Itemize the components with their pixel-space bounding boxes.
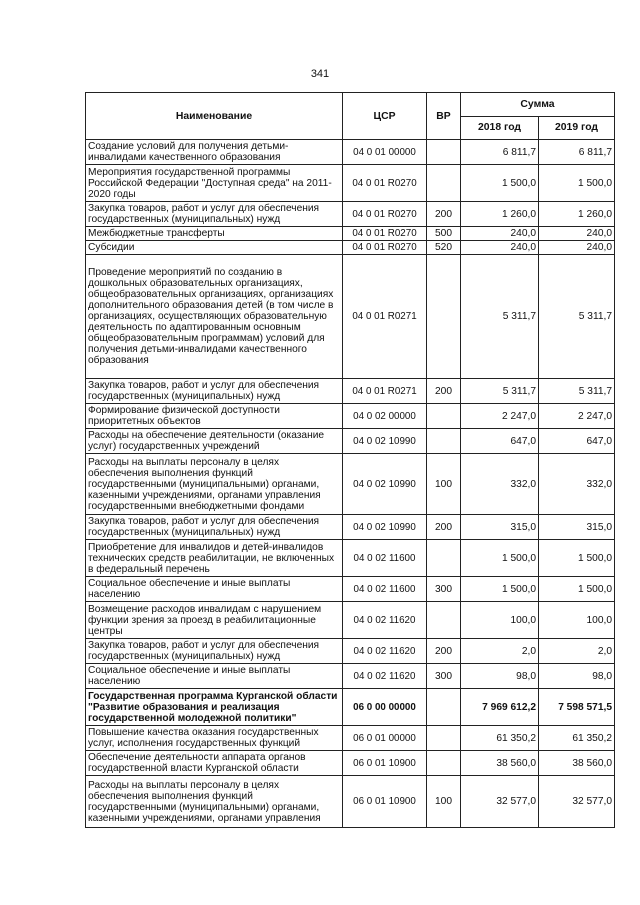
table-body xyxy=(86,140,615,828)
table-row xyxy=(86,165,615,202)
row-2018: 2,0 xyxy=(461,639,539,664)
table-row xyxy=(86,255,615,379)
row-vr: 520 xyxy=(427,241,461,255)
table-row xyxy=(86,404,615,429)
row-2019: 1 500,0 xyxy=(539,540,615,577)
row-csr: 04 0 02 10990 xyxy=(343,515,427,540)
row-vr xyxy=(427,255,461,379)
row-2019: 6 811,7 xyxy=(539,140,615,165)
row-2019: 38 560,0 xyxy=(539,751,615,776)
row-csr: 04 0 01 00000 xyxy=(343,140,427,165)
table-row xyxy=(86,227,615,241)
row-name: Социальное обеспечение и иные выплаты населению xyxy=(86,664,343,689)
header-sum: Сумма xyxy=(461,93,615,117)
row-2019: 332,0 xyxy=(539,454,615,515)
header-name: Наименование xyxy=(86,93,343,140)
row-name: Закупка товаров, работ и услуг для обеспечения государственных (муниципальных) нужд xyxy=(86,202,343,227)
row-vr: 100 xyxy=(427,454,461,515)
row-2018: 7 969 612,2 xyxy=(461,689,539,726)
row-2019: 5 311,7 xyxy=(539,255,615,379)
row-name: Формирование физической доступности приоритетных объектов xyxy=(86,404,343,429)
row-name: Социальное обеспечение и иные выплаты населению xyxy=(86,577,343,602)
row-csr: 04 0 01 R0270 xyxy=(343,241,427,255)
row-2018: 32 577,0 xyxy=(461,776,539,828)
row-2018: 38 560,0 xyxy=(461,751,539,776)
row-2018: 1 500,0 xyxy=(461,165,539,202)
row-vr xyxy=(427,429,461,454)
row-2018: 5 311,7 xyxy=(461,255,539,379)
row-2018: 647,0 xyxy=(461,429,539,454)
row-2018: 98,0 xyxy=(461,664,539,689)
row-vr: 200 xyxy=(427,639,461,664)
row-2019: 98,0 xyxy=(539,664,615,689)
table-row xyxy=(86,726,615,751)
row-2019: 32 577,0 xyxy=(539,776,615,828)
table-row xyxy=(86,241,615,255)
row-name: Расходы на обеспечение деятельности (оказание услуг) государственных учреждений xyxy=(86,429,343,454)
table-row xyxy=(86,379,615,404)
row-csr: 06 0 01 10900 xyxy=(343,776,427,828)
page-number: 341 xyxy=(310,68,330,80)
table-row xyxy=(86,577,615,602)
row-2019: 100,0 xyxy=(539,602,615,639)
row-csr: 06 0 00 00000 xyxy=(343,689,427,726)
row-name: Приобретение для инвалидов и детей-инвалидов технических средств реабилитации, не включенных в федеральный перечень xyxy=(86,540,343,577)
row-csr: 04 0 02 00000 xyxy=(343,404,427,429)
table-row xyxy=(86,515,615,540)
row-2019: 1 500,0 xyxy=(539,165,615,202)
header-2019: 2019 год xyxy=(539,116,615,140)
row-vr xyxy=(427,726,461,751)
row-name: Закупка товаров, работ и услуг для обеспечения государственных (муниципальных) нужд xyxy=(86,639,343,664)
table-row xyxy=(86,454,615,515)
row-vr xyxy=(427,140,461,165)
row-csr: 04 0 01 R0270 xyxy=(343,165,427,202)
row-vr xyxy=(427,404,461,429)
row-name: Обеспечение деятельности аппарата органов государственной власти Курганской области xyxy=(86,751,343,776)
budget-table xyxy=(85,92,615,828)
row-csr: 04 0 02 10990 xyxy=(343,429,427,454)
table-header xyxy=(86,93,615,140)
row-csr: 04 0 01 R0271 xyxy=(343,255,427,379)
row-vr xyxy=(427,165,461,202)
table-row xyxy=(86,689,615,726)
row-vr: 200 xyxy=(427,515,461,540)
row-2018: 315,0 xyxy=(461,515,539,540)
row-name: Возмещение расходов инвалидам с нарушением функции зрения за проезд в реабилитационные центры xyxy=(86,602,343,639)
row-2019: 240,0 xyxy=(539,241,615,255)
row-csr: 04 0 01 R0270 xyxy=(343,202,427,227)
row-vr: 300 xyxy=(427,664,461,689)
row-name: Расходы на выплаты персоналу в целях обеспечения выполнения функций государственными (муниципальными) органами, казенными учреждениями, органами управления государственными внебюджетными фондами xyxy=(86,454,343,515)
row-2018: 5 311,7 xyxy=(461,379,539,404)
row-name: Расходы на выплаты персоналу в целях обеспечения выполнения функций государственными (муниципальными) органами, казенными учреждениями, органами управления xyxy=(86,776,343,828)
row-2019: 240,0 xyxy=(539,227,615,241)
table-row xyxy=(86,140,615,165)
row-vr: 300 xyxy=(427,577,461,602)
row-2018: 100,0 xyxy=(461,602,539,639)
row-2018: 332,0 xyxy=(461,454,539,515)
row-2018: 240,0 xyxy=(461,227,539,241)
row-vr: 200 xyxy=(427,202,461,227)
row-vr xyxy=(427,689,461,726)
row-2019: 1 500,0 xyxy=(539,577,615,602)
row-2019: 1 260,0 xyxy=(539,202,615,227)
row-csr: 06 0 01 10900 xyxy=(343,751,427,776)
row-csr: 04 0 02 11620 xyxy=(343,664,427,689)
row-2019: 7 598 571,5 xyxy=(539,689,615,726)
row-csr: 04 0 02 11620 xyxy=(343,602,427,639)
row-2019: 5 311,7 xyxy=(539,379,615,404)
row-csr: 04 0 01 R0271 xyxy=(343,379,427,404)
row-name: Закупка товаров, работ и услуг для обеспечения государственных (муниципальных) нужд xyxy=(86,515,343,540)
row-name: Проведение мероприятий по созданию в дошкольных образовательных организациях, общеобразовательных организациях, организациях дополнительного образования детей (в том числе в организациях, осуществляющих образовательную деятельность по адаптированным основным общеобразовательным программам) условий для получения детьми-инвалидами качественного образования xyxy=(86,255,343,379)
row-name: Мероприятия государственной программы Российской Федерации "Доступная среда" на 2011-2020 годы xyxy=(86,165,343,202)
row-name: Государственная программа Курганской области "Развитие образования и реализация государственной молодежной политики" xyxy=(86,689,343,726)
row-csr: 04 0 01 R0270 xyxy=(343,227,427,241)
table-row xyxy=(86,751,615,776)
row-vr xyxy=(427,602,461,639)
table-row xyxy=(86,429,615,454)
row-2018: 1 500,0 xyxy=(461,577,539,602)
table-row xyxy=(86,540,615,577)
row-2019: 315,0 xyxy=(539,515,615,540)
row-2018: 240,0 xyxy=(461,241,539,255)
row-2019: 2,0 xyxy=(539,639,615,664)
row-2019: 2 247,0 xyxy=(539,404,615,429)
row-name: Повышение качества оказания государственных услуг, исполнения государственных функций xyxy=(86,726,343,751)
row-name: Создание условий для получения детьми-инвалидами качественного образования xyxy=(86,140,343,165)
table-row xyxy=(86,664,615,689)
row-2019: 647,0 xyxy=(539,429,615,454)
header-csr: ЦСР xyxy=(343,93,427,140)
header-vr: ВР xyxy=(427,93,461,140)
row-csr: 04 0 02 11600 xyxy=(343,577,427,602)
header-2018: 2018 год xyxy=(461,116,539,140)
row-2018: 61 350,2 xyxy=(461,726,539,751)
row-csr: 06 0 01 00000 xyxy=(343,726,427,751)
row-vr: 200 xyxy=(427,379,461,404)
row-2018: 2 247,0 xyxy=(461,404,539,429)
row-name: Закупка товаров, работ и услуг для обеспечения государственных (муниципальных) нужд xyxy=(86,379,343,404)
row-csr: 04 0 02 11600 xyxy=(343,540,427,577)
row-csr: 04 0 02 11620 xyxy=(343,639,427,664)
row-vr: 500 xyxy=(427,227,461,241)
row-name: Межбюджетные трансферты xyxy=(86,227,343,241)
row-vr xyxy=(427,751,461,776)
row-2018: 6 811,7 xyxy=(461,140,539,165)
table-row xyxy=(86,776,615,828)
row-vr xyxy=(427,540,461,577)
table-row xyxy=(86,639,615,664)
row-2018: 1 500,0 xyxy=(461,540,539,577)
row-name: Субсидии xyxy=(86,241,343,255)
row-csr: 04 0 02 10990 xyxy=(343,454,427,515)
table-row xyxy=(86,202,615,227)
table-row xyxy=(86,602,615,639)
row-2018: 1 260,0 xyxy=(461,202,539,227)
row-vr: 100 xyxy=(427,776,461,828)
row-2019: 61 350,2 xyxy=(539,726,615,751)
